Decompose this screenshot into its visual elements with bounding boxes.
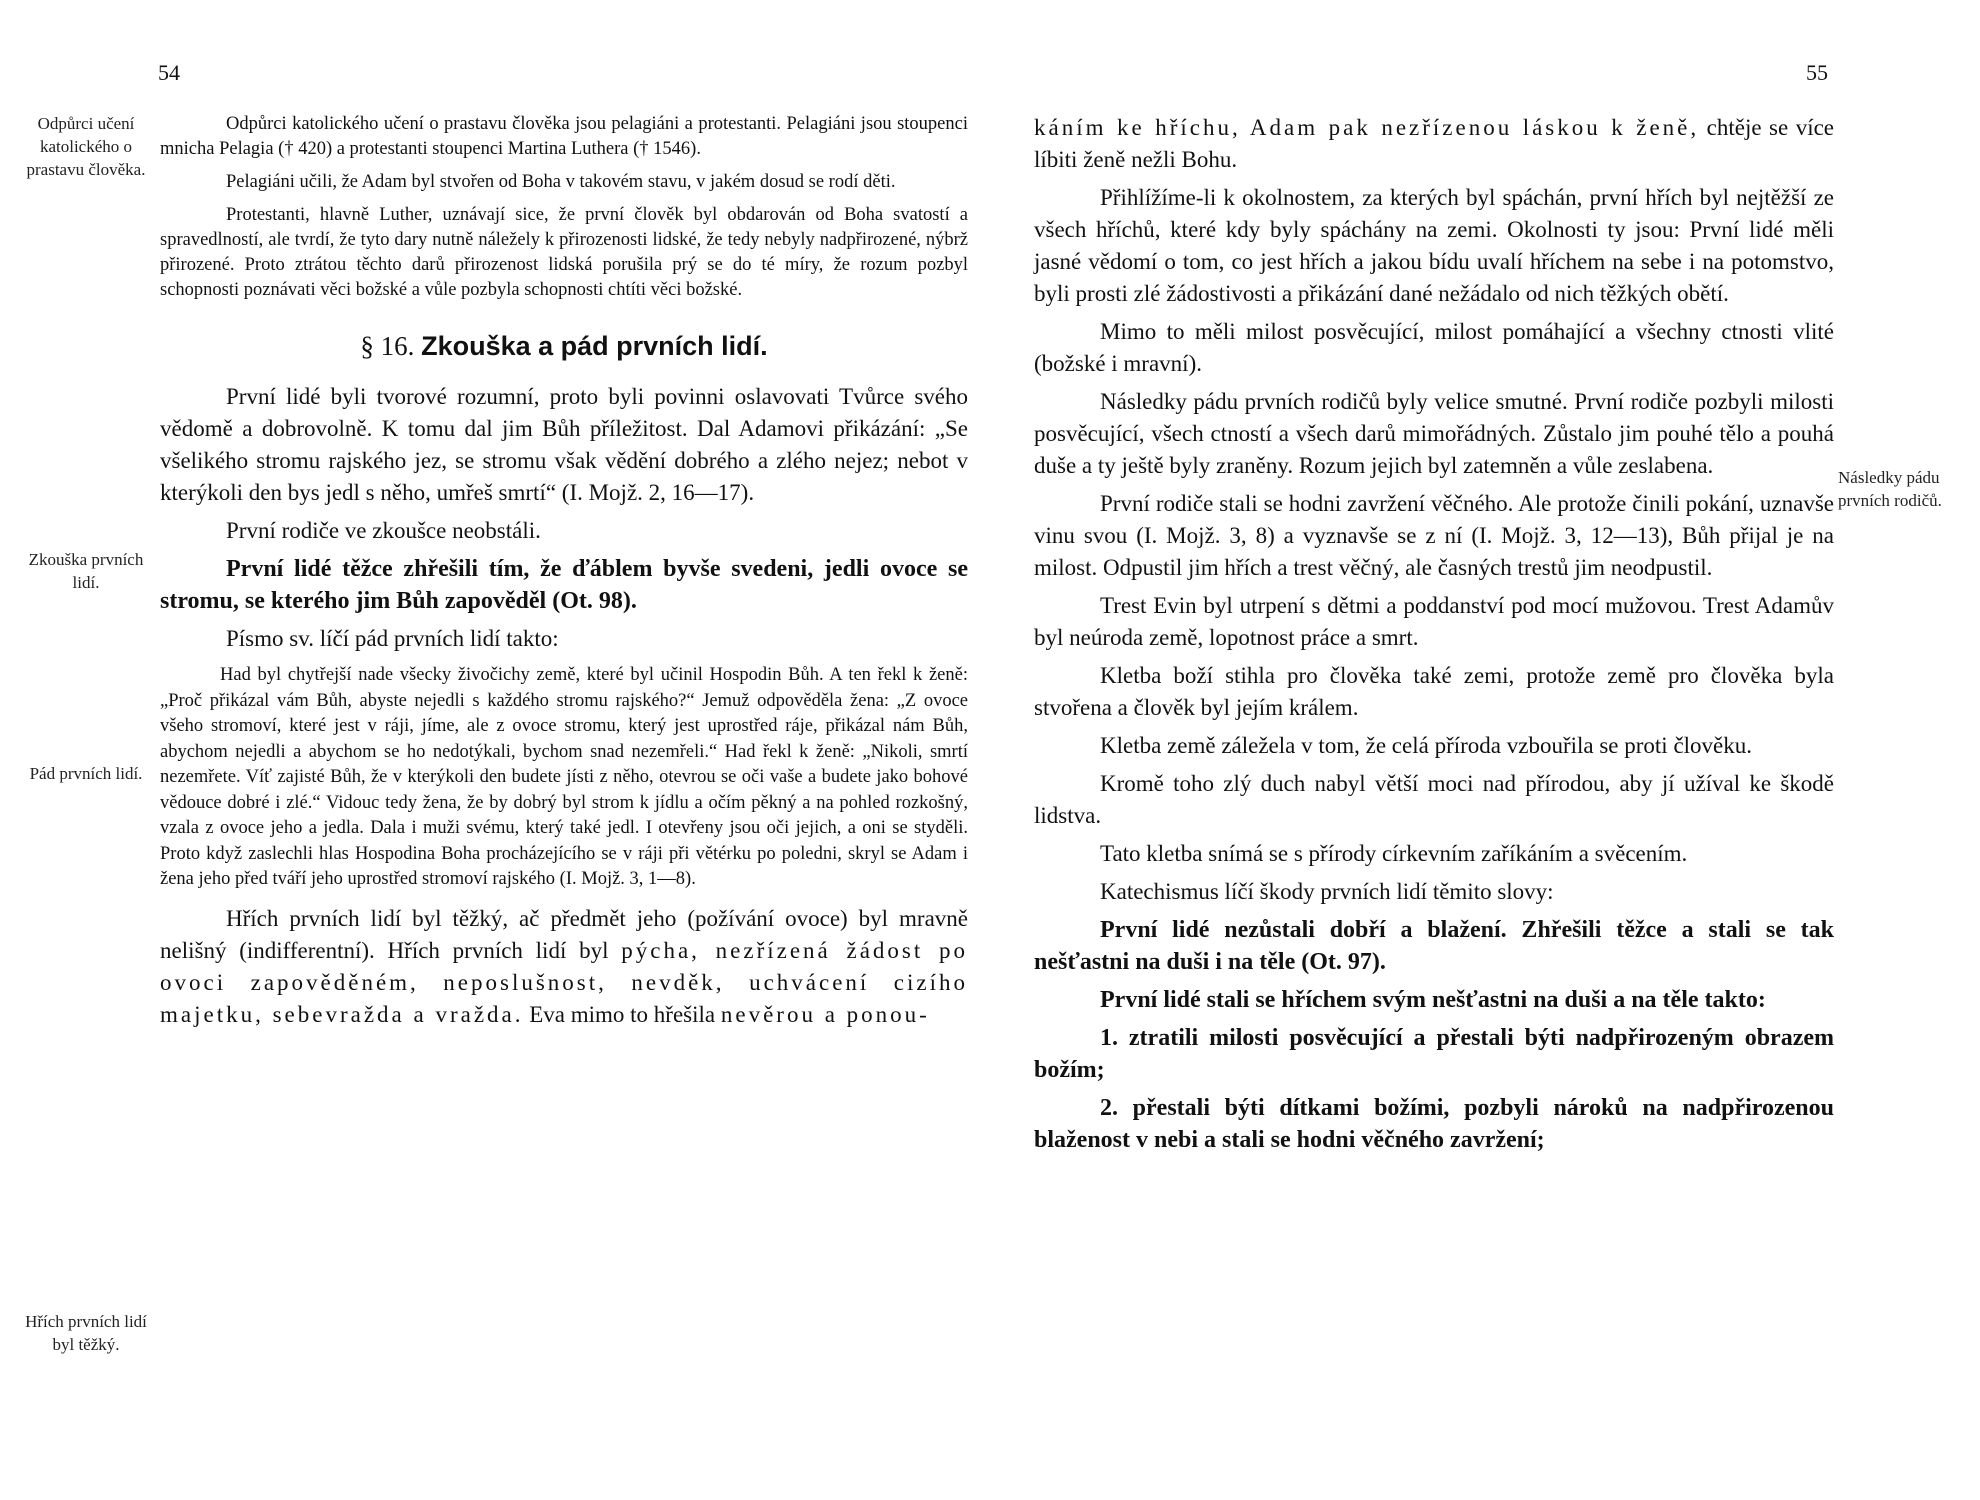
margin-note-fall: Pád prvních lidí. [29,764,143,783]
paragraph: První rodiče ve zkoušce neobstáli. [226,518,541,543]
spaced-text: káním ke hříchu, Adam pak nezřízenou láskou k ženě, [1034,115,1700,140]
margin-note-sin-heavy: Hřích prvních lidí byl těžký. [25,1312,147,1354]
paragraph: Pelagiáni učili, že Adam byl stvořen od Boha v takovém stavu, v jakém dosud se rodí děti. [226,172,896,192]
left-column [160,112,968,1031]
page-number: 55 [1806,60,1828,85]
paragraph: Katechismus líčí škody prvních lidí těmito slovy: [1100,879,1554,904]
bold-paragraph: První lidé stali se hříchem svým nešťastni na duši a na těle takto: [1100,987,1766,1013]
margin-note-opponents: Odpůrci učení katolického o prastavu člověka. [26,114,146,179]
paragraph: Kletba boží stihla pro člověka také zemi, protože země pro člověka byla stvořena a člověk byl jejím králem. [1034,663,1834,720]
bold-paragraph: 1. ztratili milosti posvěcující a přestali býti nadpřirozeným obrazem božím; [1034,1025,1834,1083]
paragraph: Protestanti, hlavně Luther, uznávají sice, že první člověk byl obdarován od Boha svatostí a spravedlností, ale tvrdí, že tyto dary nutně náležely k přirozenosti lidské, že tedy nebyly nadpřirozené, nýbrž přirozené. Proto ztrátou těchto darů přirozenost lidská porušila prý se do té míry, že rozum pozbyl schopnosti poznávati věci božské a vůle pozbyla schopnosti chtíti věci božské. [160,205,968,300]
paragraph: První lidé byli tvorové rozumní, proto byli povinni oslavovati Tvůrce svého vědomě a dobrovolně. K tomu dal jim Bůh příležitost. Dal Adamovi přikázání: „Se všelikého stromu rajského jez, se stromu však vědění dobrého a zlého nejez; nebot v kterýkoli den bys jedl s něho, umřeš smrtí“ (I. Mojž. 2, 16—17). [160,384,968,505]
page-number: 54 [158,60,180,85]
paragraph: Písmo sv. líčí pád prvních lidí takto: [226,626,559,651]
paragraph [1034,112,1834,176]
text-run: Eva mimo to hřešila [523,1001,721,1027]
bold-paragraph: První lidé těžce zhřešili tím, že ďáblem byvše svedeni, jedli ovoce se stromu, se kterého jim Bůh zapověděl (Ot. 98). [160,556,968,614]
paragraph: Kletba země záležela v tom, že celá příroda vzbouřila se proti člověku. [1100,733,1752,758]
paragraph: Následky pádu prvních rodičů byly velice smutné. První rodiče pozbyli milosti posvěcující, všech ctností a všech darů mimořádných. Zůstalo jim pouhé tělo a pouhá duše a ty ještě byly zraněny. Rozum jejich byl zatemněn a vůle zeslabena. [1034,389,1834,478]
bold-paragraph: 2. přestali býti dítkami božími, pozbyli nároků na nadpřirozenou blaženost v nebi a stali se hodni věčného zavržení; [1034,1095,1834,1153]
section-number: § 16. [360,331,415,361]
paragraph [160,903,968,1031]
right-page [1000,0,1980,1500]
text-run: chtěje se více líbiti ženě nežli Bohu. [1034,115,1834,172]
paragraph: Přihlížíme-li k okolnostem, za kterých byl spáchán, první hřích byl nejtěžší ze všech hříchů, které kdy byly spáchány na zemi. Okolnosti ty jsou: První lidé měli jasné vědomí o tom, co jest hřích a jakou bídu uvalí hříchem na sebe i na potomstvo, byli prosti zlé žádostivosti a přikázání dané nežádalo od nich těžkých obětí. [1034,185,1834,306]
spaced-text: pýcha, nezřízená žádost po ovoci zapověděném, neposlušnost, nevděk, uchvácení cizího majetku, sebevražda a vražda. [160,937,968,1027]
scripture-quote: Had byl chytřejší nade všecky živočichy země, které byl učinil Hospodin Bůh. A ten řekl k ženě: „Proč přikázal vám Bůh, abyste nejedli s každého stromu rajského?“ Jemuž odpověděla žena: „Z ovoce všeho stromoví, které jest v ráji, jíme, ale z ovoce stromu, který jest uprostřed ráje, přikázal nám Bůh, abychom nejedli a abychom se ho nedotýkali, bychom snad nezemřeli.“ Had řekl k ženě: „Nikoli, smrtí nezemřete. Víť zajisté Bůh, že v kterýkoli den budete jísti z něho, otevrou se oči vaše a budete jako bohové vědouce dobré i zlé.“ Vidouc tedy žena, že by dobrý byl strom k jídlu a očím pěkný a na pohled rozkošný, vzala z ovoce jeho a jedla. Dala i muži svému, který také jedl. I otevřeny jsou oči jejich, a oni se styděli. Proto když zaslechli hlas Hospodina Boha procházejícího se v ráji při větérku po poledni, skryl se Adam i žena jeho před tváří jeho uprostřed stromoví rajského (I. Mojž. 3, 1—8). [160,665,968,889]
margin-note-consequences: Následky pádu prvních rodičů. [1838,468,1942,510]
paragraph: Odpůrci katolického učení o prastavu člověka jsou pelagiáni a protestanti. Pelagiáni jsou stoupenci mnicha Pelagia († 420) a protestanti stoupenci Martina Luthera († 1546). [160,114,968,159]
paragraph: Trest Evin byl utrpení s dětmi a poddanství pod mocí mužovou. Trest Adamův byl neúroda země, lopotnost práce a smrt. [1034,593,1834,650]
bold-paragraph: První lidé nezůstali dobří a blažení. Zhřešili těžce a stali se tak nešťastni na duši i na těle (Ot. 97). [1034,917,1834,975]
right-column [1034,112,1834,1156]
paragraph: Kromě toho zlý duch nabyl větší moci nad přírodou, aby jí užíval ke škodě lidstva. [1034,771,1834,828]
paragraph: První rodiče stali se hodni zavržení věčného. Ale protože činili pokání, uznavše vinu svou (I. Mojž. 3, 8) a vyznavše se z ní (I. Mojž. 3, 12—13), Bůh přijal je na milost. Odpustil jim hřích a trest věčný, ale časných trestů jim neodpustil. [1034,491,1834,580]
paragraph: Mimo to měli milost posvěcující, milost pomáhající a všechny ctnosti vlité (božské i mravní). [1034,319,1834,376]
paragraph: Tato kletba snímá se s přírody církevním zaříkáním a svěcením. [1100,841,1688,866]
margin-note-trial: Zkouška prvních lidí. [28,550,144,592]
spaced-text: nevěrou a ponou- [720,1001,930,1027]
text-run: Hřích prvních lidí byl těžký, ač předmět jeho (požívání ovoce) byl mravně nelišný (indifferentní). Hřích prvních lidí byl [160,905,968,963]
section-heading [160,329,968,363]
section-title: Zkouška a pád prvních lidí. [421,331,768,361]
